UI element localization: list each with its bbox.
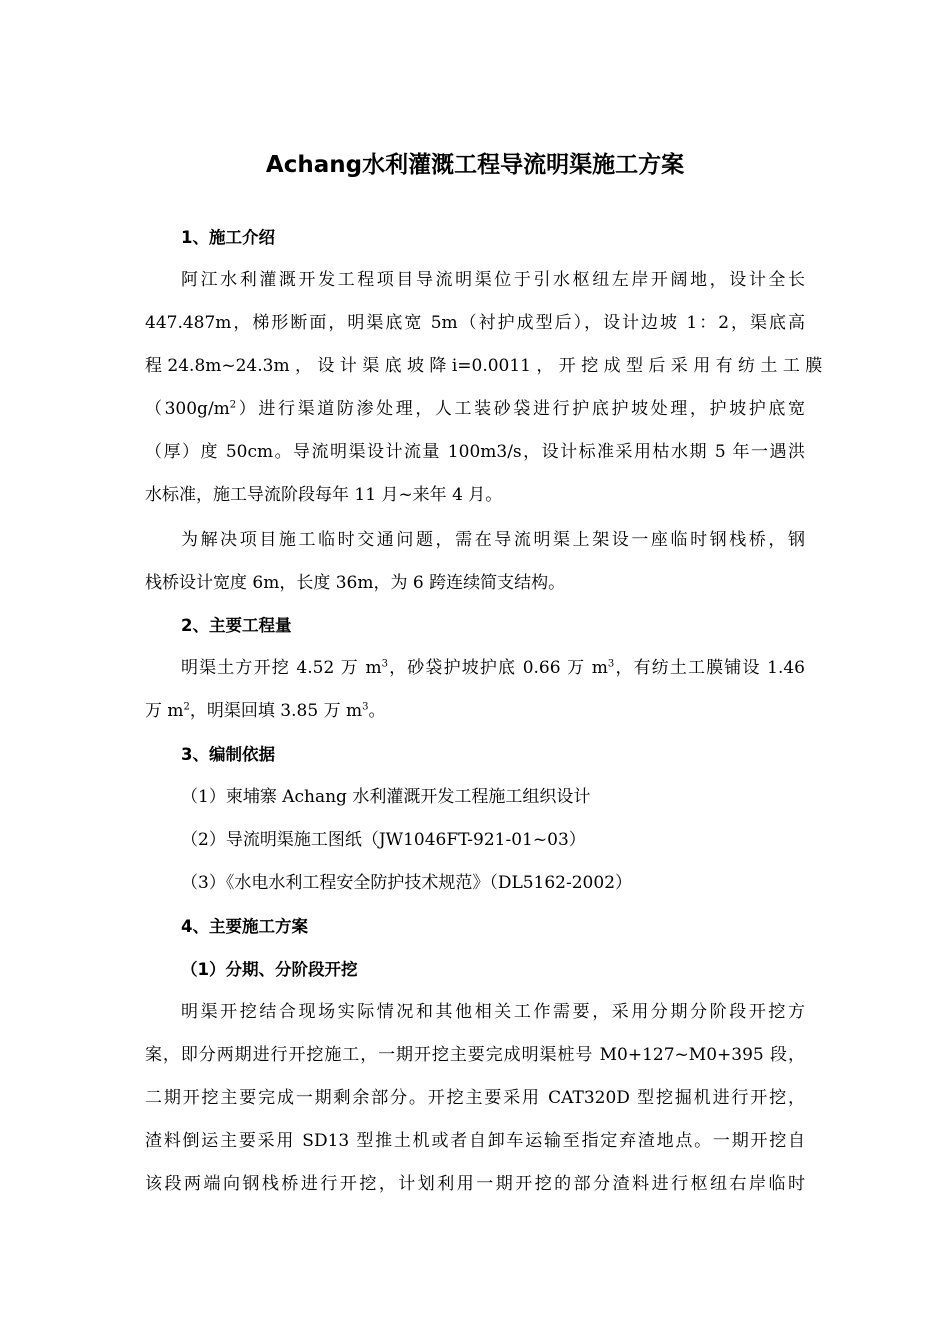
superscript: 3 xyxy=(607,658,615,670)
text-line xyxy=(145,690,805,733)
section-3 xyxy=(145,733,805,776)
text-line: 明渠开挖结合现场实际情况和其他相关工作需要，采用分期分阶段开挖方 xyxy=(181,1002,805,1022)
superscript: 3 xyxy=(362,701,369,713)
text-line xyxy=(145,647,805,690)
document-page xyxy=(145,0,823,1344)
text-run: （300g/m xyxy=(145,399,230,419)
text-run: 万 m xyxy=(145,701,184,721)
text-run: 明渠土方开挖 4.52 万 m xyxy=(181,658,382,678)
section-4-paragraph-1 xyxy=(145,991,805,1206)
section-1-paragraph-1 xyxy=(145,259,823,517)
text-run: ，有纺土工膜铺设 1.46 xyxy=(614,658,805,678)
text-line: 水标准，施工导流阶段每年 11 月~来年 4 月。 xyxy=(145,485,503,505)
text-run: ，明渠回填 3.85 万 m xyxy=(189,701,363,721)
text-line: 该段两端向钢栈桥进行开挖，计划利用一期开挖的部分渣料进行枢纽右岸临时 xyxy=(145,1174,805,1194)
text-run: ）进行渠道防渗处理，人工装砂袋进行护底护坡处理，护坡护底宽 xyxy=(236,399,805,419)
text-line: 栈桥设计宽度 6m，长度 36m，为 6 跨连续简支结构。 xyxy=(145,573,566,593)
section-2-heading: 2、主要工程量 xyxy=(181,616,292,635)
section-3-heading: 3、编制依据 xyxy=(181,745,275,764)
text-line: 渣料倒运主要采用 SD13 型推土机或者自卸车运输至指定弃渣地点。一期开挖自 xyxy=(145,1131,805,1151)
text-line: （厚）度 50cm。导流明渠设计流量 100m3/s，设计标准采用枯水期 5 年一遇洪 xyxy=(145,442,805,462)
section-4 xyxy=(145,905,805,948)
text-line: 程 24.8m~24.3m ， 设 计 渠 底 坡 降 i=0.0011 ， 开 挖 成 型 后 采 用 有 纺 土 工 膜 xyxy=(145,356,823,376)
superscript: 3 xyxy=(381,658,388,670)
list-item: （1）柬埔寨 Achang 水利灌溉开发工程施工组织设计 xyxy=(181,787,591,807)
section-1-paragraph-2 xyxy=(145,519,805,605)
reference-list xyxy=(145,776,805,905)
section-2-paragraph xyxy=(145,647,805,733)
document-title: Achang水利灌溉工程导流明渠施工方案 xyxy=(265,152,685,178)
text-run: 。 xyxy=(368,701,386,721)
text-line: 阿江水利灌溉开发工程项目导流明渠位于引水枢纽左岸开阔地，设计全长 xyxy=(181,270,805,290)
superscript: 2 xyxy=(183,701,190,713)
list-item: （3）《水电水利工程安全防护技术规范》（DL5162-2002） xyxy=(181,873,633,893)
superscript: 2 xyxy=(229,399,237,411)
text-line: 案，即分两期进行开挖施工，一期开挖主要完成明渠桩号 M0+127~M0+395 段， xyxy=(145,1045,805,1065)
section-4-subsection-1 xyxy=(145,948,805,991)
subsection-heading: （1）分期、分阶段开挖 xyxy=(181,960,358,979)
text-line: 二期开挖主要完成一期剩余部分。开挖主要采用 CAT320D 型挖掘机进行开挖， xyxy=(145,1088,805,1108)
section-1 xyxy=(145,216,805,259)
section-2 xyxy=(145,604,805,647)
text-line xyxy=(145,388,805,431)
text-line: 447.487m，梯形断面，明渠底宽 5m（衬护成型后），设计边坡 1：2，渠底高 xyxy=(145,313,805,333)
text-run: ，砂袋护坡护底 0.66 万 m xyxy=(388,658,608,678)
section-4-heading: 4、主要施工方案 xyxy=(181,917,308,936)
text-line: 为解决项目施工临时交通问题，需在导流明渠上架设一座临时钢栈桥，钢 xyxy=(181,530,805,550)
section-1-heading: 1、施工介绍 xyxy=(181,228,275,247)
list-item: （2）导流明渠施工图纸（JW1046FT-921-01~03） xyxy=(181,830,586,850)
